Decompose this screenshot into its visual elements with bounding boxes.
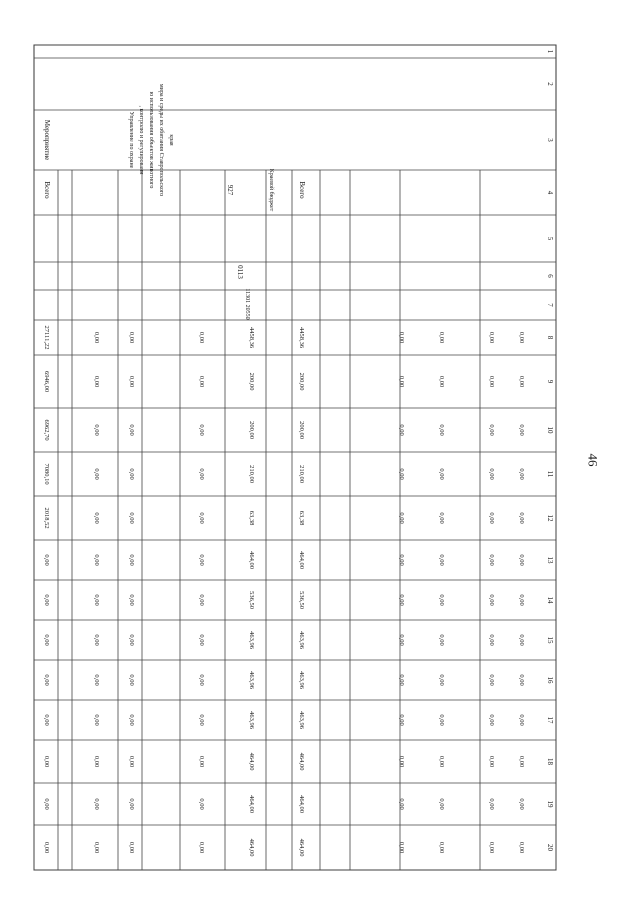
cell-value: 0,00 — [518, 841, 525, 854]
cell-value: 210,00 — [298, 465, 305, 483]
cell-value: 0,00 — [398, 468, 405, 480]
cell-value: 0,00 — [438, 424, 445, 436]
cell-value: 0,00 — [488, 841, 495, 854]
cell-value: 0,00 — [93, 468, 100, 480]
cell-value: 0,00 — [488, 755, 495, 768]
cell-value: 0,00 — [518, 594, 525, 606]
column-number: 17 — [546, 716, 554, 724]
cell-value: 6946,00 — [43, 370, 50, 393]
cell-value: 0,00 — [438, 468, 445, 480]
main-block-owner-label: Управление по охране — [128, 111, 134, 169]
cell-value: 0,00 — [93, 755, 100, 768]
cell-value: 0,00 — [518, 755, 525, 768]
cell-value: 0,00 — [128, 468, 135, 480]
page-number: 46 — [585, 453, 601, 467]
column-number: 5 — [546, 236, 554, 241]
column-number: 6 — [546, 274, 554, 278]
cell-value: 0,00 — [398, 755, 405, 768]
cell-value: 463,96 — [248, 631, 255, 649]
cell-value: 2018,52 — [43, 507, 50, 529]
cell-value: 464,00 — [248, 551, 255, 569]
cell-value: 200,00 — [248, 372, 255, 391]
cell-value: 4458,36 — [248, 326, 255, 349]
cell-value: 463,96 — [248, 671, 255, 689]
cell-value: 0,00 — [488, 674, 495, 686]
column-number: 18 — [546, 758, 554, 765]
cell-value: 0,00 — [398, 375, 405, 388]
cell-value: 0,00 — [488, 468, 495, 480]
cell-value: 0,00 — [198, 468, 205, 480]
cell-value: 200,00 — [298, 421, 305, 439]
cell-value: 464,00 — [248, 795, 255, 813]
table-grid — [34, 45, 556, 870]
cell-value: 0,00 — [128, 798, 135, 810]
cell-value: 0,00 — [93, 424, 100, 436]
cell-value: 0,00 — [438, 512, 445, 524]
column-number: 3 — [546, 138, 554, 142]
label-regional: Краевой бюджет — [268, 168, 274, 212]
cell-value: 0,00 — [488, 375, 495, 388]
cell-value: 463,96 — [298, 671, 305, 689]
cell-value: 0,00 — [43, 554, 50, 566]
cell-value: 0,00 — [438, 375, 445, 388]
cell-value: 0,00 — [488, 634, 495, 646]
cell-value: 0,00 — [43, 594, 50, 606]
cell-value: 0,00 — [518, 714, 525, 726]
main-block-owner-label: края — [168, 134, 174, 146]
cell-value: 463,96 — [298, 711, 305, 729]
cell-value: 0,00 — [128, 594, 135, 606]
cell-value: 63,38 — [248, 510, 255, 526]
cell-value: 0,00 — [198, 594, 205, 606]
cell-value: 0,00 — [398, 841, 405, 854]
cell-value: 0,00 — [438, 755, 445, 768]
column-number: 10 — [546, 426, 554, 434]
cell-value: 0,00 — [398, 512, 405, 524]
cell-value: 0,00 — [398, 594, 405, 606]
cell-value: 0,00 — [93, 512, 100, 524]
cell-value: 463,96 — [248, 711, 255, 729]
cell-value: 0,00 — [93, 331, 100, 344]
cell-value: 7080,10 — [43, 463, 50, 485]
cell-value: 0,00 — [518, 798, 525, 810]
cell-value: 0,00 — [43, 674, 50, 686]
cell-value: 0,00 — [438, 714, 445, 726]
column-number: 13 — [546, 556, 554, 564]
cell-value: 210,00 — [248, 465, 255, 483]
cell-value: 0,00 — [518, 375, 525, 388]
cell-value: 0,00 — [488, 554, 495, 566]
cell-value: 0,00 — [518, 554, 525, 566]
cell-value: 0,00 — [43, 841, 50, 854]
cell-value: 0,00 — [128, 634, 135, 646]
cell-value: 0,00 — [198, 714, 205, 726]
code-11301: 11301 20550 — [244, 288, 250, 320]
column-number: 4 — [546, 190, 554, 195]
table-text — [43, 50, 554, 857]
cell-value: 464,00 — [298, 551, 305, 569]
column-number: 14 — [546, 596, 554, 604]
cell-value: 0,00 — [198, 798, 205, 810]
cell-value: 0,00 — [93, 841, 100, 854]
cell-value: 0,00 — [518, 674, 525, 686]
cell-value: 0,00 — [198, 554, 205, 566]
cell-value: 0,00 — [198, 755, 205, 768]
cell-value: 0,00 — [43, 798, 50, 810]
cell-value: 0,00 — [198, 512, 205, 524]
cell-value: 0,00 — [398, 331, 405, 344]
label-event: Мероприятие — [43, 119, 51, 161]
cell-value: 0,00 — [438, 634, 445, 646]
cell-value: 0,00 — [128, 331, 135, 344]
cell-value: 0,00 — [488, 798, 495, 810]
column-number: 7 — [546, 303, 554, 307]
cell-value: 0,00 — [198, 634, 205, 646]
cell-value: 0,00 — [93, 634, 100, 646]
cell-value: 0,00 — [438, 841, 445, 854]
cell-value: 0,00 — [518, 634, 525, 646]
cell-value: 0,00 — [93, 375, 100, 388]
cell-value: 4458,36 — [298, 326, 305, 349]
column-number: 12 — [546, 514, 554, 522]
cell-value: 0,00 — [43, 714, 50, 726]
column-number: 20 — [546, 844, 554, 851]
column-number: 1 — [546, 49, 554, 54]
cell-value: 0,00 — [128, 424, 135, 436]
cell-value: 463,96 — [298, 631, 305, 649]
cell-value: 0,00 — [488, 714, 495, 726]
cell-value: 0,00 — [438, 331, 445, 344]
cell-value: 0,00 — [438, 554, 445, 566]
cell-value: 0,00 — [398, 554, 405, 566]
cell-value: 0,00 — [128, 714, 135, 726]
main-block-owner-label: мира и среды их обитания Ставропольского — [158, 83, 164, 197]
cell-value: 0,00 — [128, 755, 135, 768]
cell-value: 0,00 — [518, 512, 525, 524]
cell-value: 464,00 — [248, 752, 255, 771]
code-927: 927 — [226, 184, 234, 196]
cell-value: 0,00 — [438, 674, 445, 686]
cell-value: 0,00 — [93, 798, 100, 810]
code-0113: 0113 — [236, 265, 244, 279]
cell-value: 0,00 — [93, 594, 100, 606]
cell-value: 27111,22 — [43, 325, 50, 350]
cell-value: 0,00 — [518, 331, 525, 344]
cell-value: 0,00 — [198, 331, 205, 344]
cell-value: 0,00 — [43, 755, 50, 768]
cell-value: 63,38 — [298, 510, 305, 526]
cell-value: 0,00 — [128, 674, 135, 686]
cell-value: 0,00 — [398, 634, 405, 646]
cell-value: 0,00 — [198, 424, 205, 436]
column-number: 8 — [546, 335, 554, 340]
cell-value: 464,00 — [298, 795, 305, 813]
cell-value: 0,00 — [398, 714, 405, 726]
cell-value: 0,00 — [518, 468, 525, 480]
cell-value: 464,00 — [298, 752, 305, 771]
cell-value: 464,00 — [248, 838, 255, 857]
cell-value: 0,00 — [398, 424, 405, 436]
cell-value: 0,00 — [93, 554, 100, 566]
cell-value: 200,00 — [298, 372, 305, 391]
cell-value: 0,00 — [488, 594, 495, 606]
column-number: 16 — [546, 676, 554, 684]
cell-value: 0,00 — [198, 841, 205, 854]
cell-value: 6962,70 — [43, 419, 50, 441]
cell-value: 536,50 — [248, 591, 255, 609]
cell-value: 0,00 — [398, 674, 405, 686]
main-block-owner-label: ю использования объектов животного — [148, 91, 154, 189]
column-number: 9 — [546, 379, 554, 384]
cell-value: 0,00 — [198, 375, 205, 388]
cell-value: 0,00 — [488, 331, 495, 344]
cell-value: 0,00 — [128, 841, 135, 854]
cell-value: 0,00 — [198, 674, 205, 686]
column-number: 11 — [546, 470, 554, 478]
cell-value: 464,00 — [298, 838, 305, 857]
cell-value: 0,00 — [93, 714, 100, 726]
cell-value: 0,00 — [488, 424, 495, 436]
main-block-owner-label: , контролю и регулировани — [138, 105, 144, 175]
cell-value: 0,00 — [128, 512, 135, 524]
column-number: 2 — [546, 82, 554, 86]
cell-value: 0,00 — [518, 424, 525, 436]
cell-value: 0,00 — [438, 798, 445, 810]
column-number: 19 — [546, 800, 554, 808]
cell-value: 0,00 — [43, 634, 50, 646]
cell-value: 0,00 — [438, 594, 445, 606]
column-number: 15 — [546, 636, 554, 644]
cell-value: 200,00 — [248, 421, 255, 439]
cell-value: 0,00 — [488, 512, 495, 524]
cell-value: 536,50 — [298, 591, 305, 609]
cell-value: 0,00 — [128, 554, 135, 566]
cell-value: 0,00 — [398, 798, 405, 810]
cell-value: 0,00 — [93, 674, 100, 686]
label-total: Всего — [298, 181, 306, 199]
label-total-bottom: Всего — [43, 181, 51, 199]
cell-value: 0,00 — [128, 375, 135, 388]
